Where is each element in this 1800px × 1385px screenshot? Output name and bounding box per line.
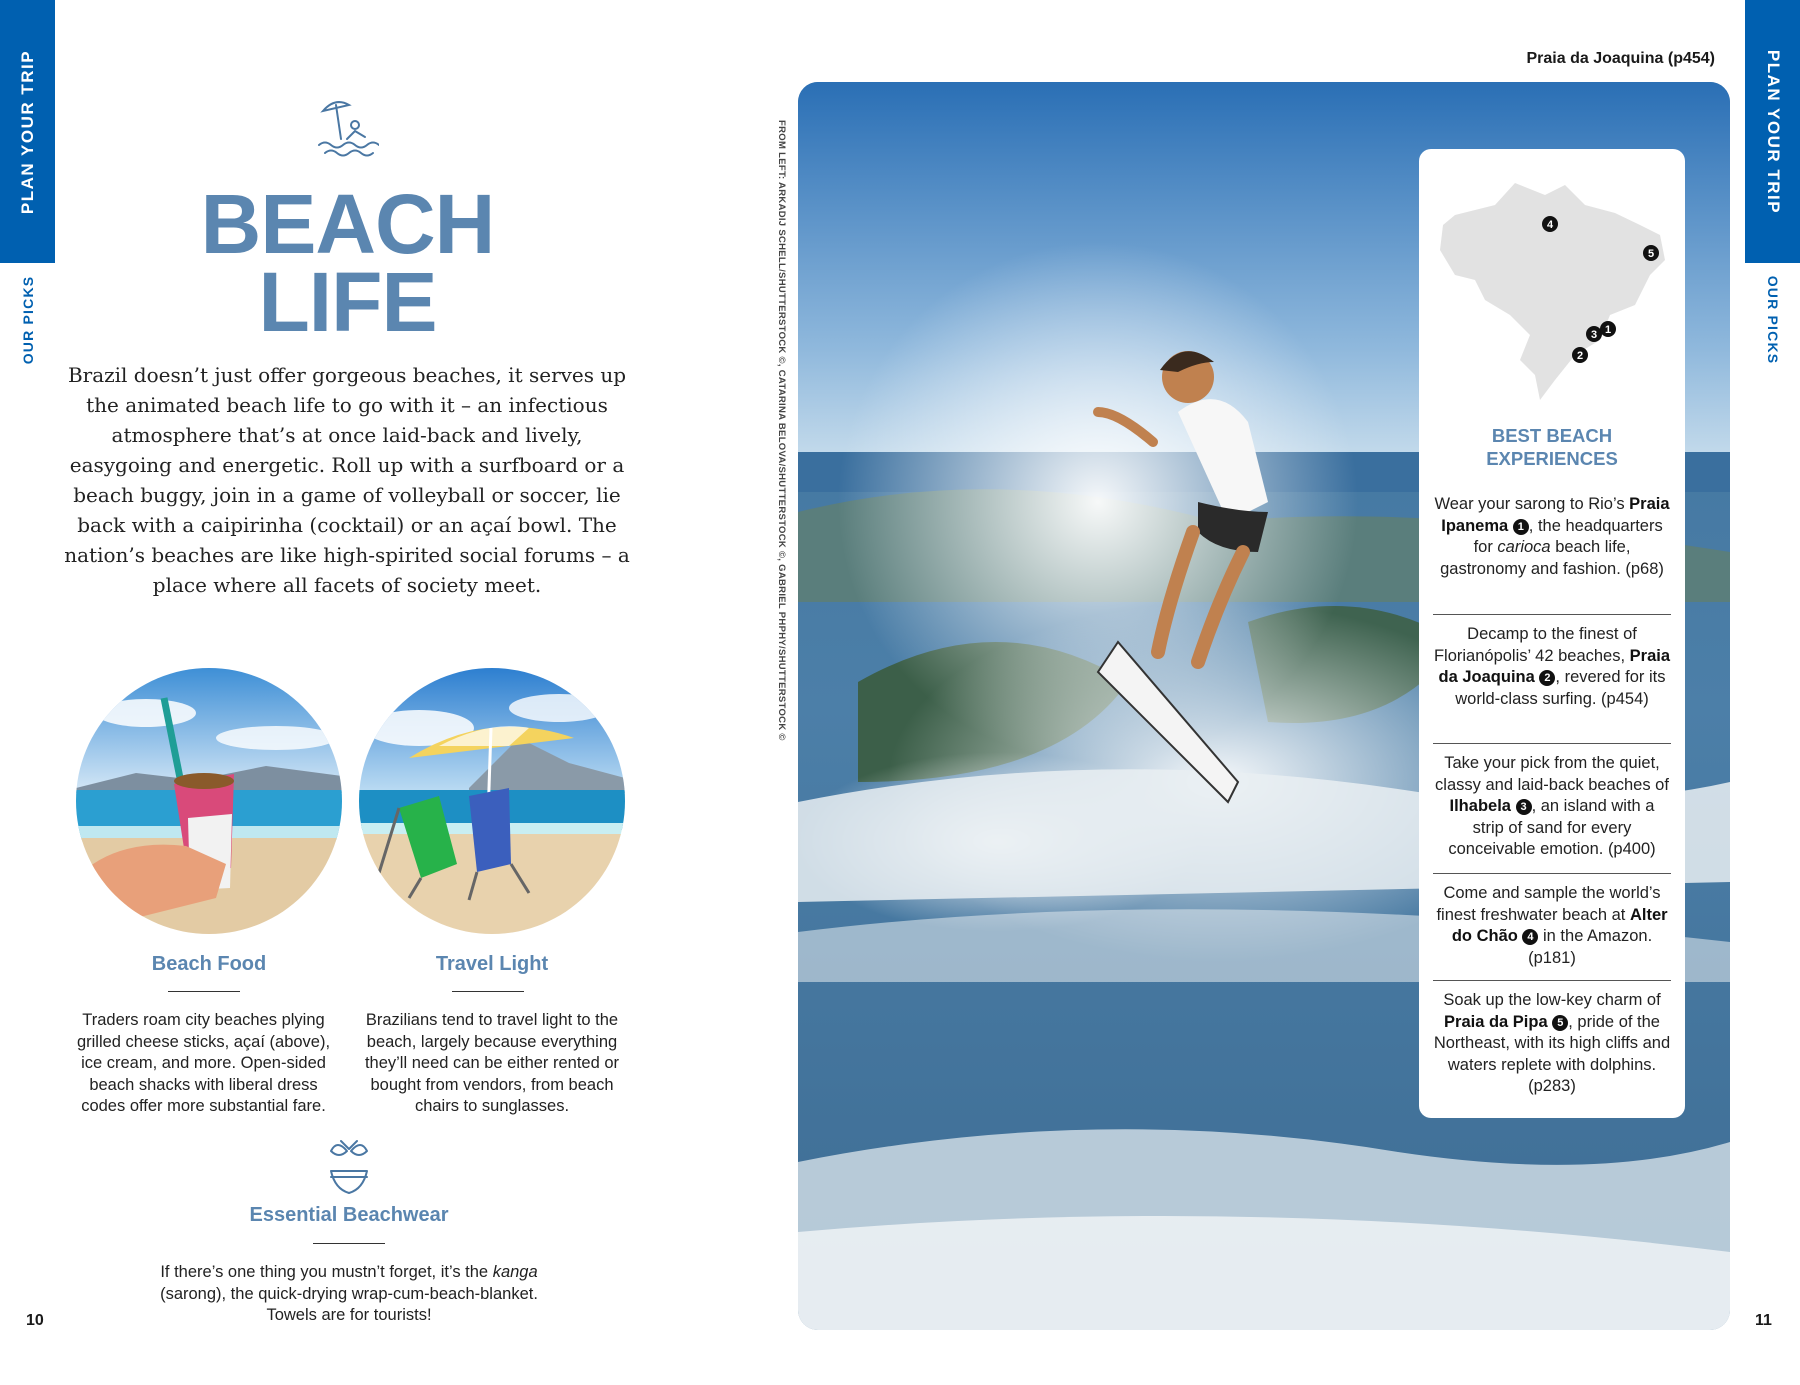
experience-item: Decamp to the finest of Florianópolis’ 42 beaches, Praia da Joaquina 2 , revered for its world-class surfing. (p454) xyxy=(1433,625,1671,708)
page-title xyxy=(150,177,545,349)
feature-text-travel-light: Brazilians tend to travel light to the beach, largely because everything they’ll need can be either rented or bought from vendors, from beach chairs to sunglasses. xyxy=(364,1011,620,1115)
experience-divider xyxy=(1433,614,1671,615)
svg-text:2: 2 xyxy=(1576,350,1584,362)
intro-paragraph: Brazil doesn’t just offer gorgeous beaches, it serves up the animated beach life to go with it – an infectious atmosphere that’s at once laid-back and lively, easygoing and energetic. Roll up with a surfboard or a beach buggy, join in a game of volleyball or soccer, lie back with a caipirinha (cocktail) or an açaí bowl. The nation’s beaches are like high-spirited social forums – a place where all facets of society meet. xyxy=(64,363,630,597)
beach-umbrella-swimmer-icon xyxy=(315,95,379,159)
photo-credit: FROM LEFT: ARKADIJ SCHELL/SHUTTERSTOCK ©, CATARINA BELOVA/SHUTTERSTOCK ©, GABRIEL PHPHY/SHUTTERSTOCK © xyxy=(776,120,787,741)
panel-title: BEST BEACH EXPERIENCES xyxy=(1486,425,1618,469)
svg-text:1: 1 xyxy=(1604,324,1612,336)
map-marker-2 xyxy=(1572,347,1588,363)
svg-text:4: 4 xyxy=(1546,219,1554,231)
feature-divider xyxy=(168,991,240,992)
feature-title-beachwear: Essential Beachwear xyxy=(249,1204,449,1226)
section-label: PLAN YOUR TRIP xyxy=(17,49,37,214)
experience-divider xyxy=(1433,980,1671,981)
feature-text-beach-food: Traders roam city beaches plying grilled cheese sticks, açaí (above), ice cream, and more. Open-sided beach shacks with liberal dress codes offer more substantial fare. xyxy=(76,1011,331,1115)
section-tab-right xyxy=(1745,0,1800,263)
title-line-2: LIFE xyxy=(258,255,437,349)
map-marker-3 xyxy=(1586,326,1602,342)
brazil-map xyxy=(1435,165,1671,405)
section-tab-left xyxy=(0,0,55,263)
subsection-label: OUR PICKS xyxy=(19,275,36,365)
photo-caption: Praia da Joaquina (p454) xyxy=(1526,50,1715,67)
experience-divider xyxy=(1433,873,1671,874)
page-number-left: 10 xyxy=(26,1312,44,1329)
title-line-1: BEACH xyxy=(200,177,495,271)
map-marker-1 xyxy=(1600,321,1616,337)
page-number-right: 11 xyxy=(1755,1312,1772,1329)
experience-item: Take your pick from the quiet, classy and laid-back beaches of Ilhabela 3 , an island with a strip of sand for every conceivable emotion. (p400) xyxy=(1435,754,1669,858)
experience-item: Come and sample the world’s finest freshwater beach at Alter do Chão 4 in the Amazon. (p181) xyxy=(1436,884,1668,967)
acai-cup-photo xyxy=(76,668,342,934)
feature-title-beach-food: Beach Food xyxy=(151,953,267,975)
best-beach-experiences-panel xyxy=(1419,149,1685,1118)
section-label: PLAN YOUR TRIP xyxy=(1763,49,1783,214)
map-marker-4 xyxy=(1542,216,1558,232)
subsection-tab-right xyxy=(1745,270,1800,370)
beach-chairs-photo xyxy=(359,668,625,934)
subsection-label: OUR PICKS xyxy=(1764,275,1781,365)
feature-divider xyxy=(313,1243,385,1244)
experience-divider xyxy=(1433,743,1671,744)
feature-text-beachwear: If there’s one thing you mustn’t forget, it’s the kanga (sarong), the quick-drying wrap-cum-beach-blanket. Towels are for tourists! xyxy=(160,1263,538,1324)
experience-item: Soak up the low-key charm of Praia da Pipa 5 , pride of the Northeast, with its high cliffs and waters replete with dolphins. (p283) xyxy=(1433,991,1671,1095)
svg-text:3: 3 xyxy=(1590,329,1598,341)
map-marker-5 xyxy=(1643,245,1659,261)
feature-divider xyxy=(452,991,524,992)
subsection-tab-left xyxy=(0,270,55,370)
feature-title-travel-light: Travel Light xyxy=(435,953,549,975)
bikini-icon xyxy=(329,1137,369,1201)
svg-text:5: 5 xyxy=(1647,248,1655,260)
experience-item: Wear your sarong to Rio’s Praia Ipanema 1 , the headquarters for carioca beach life, gastronomy and fashion. (p68) xyxy=(1434,495,1670,578)
